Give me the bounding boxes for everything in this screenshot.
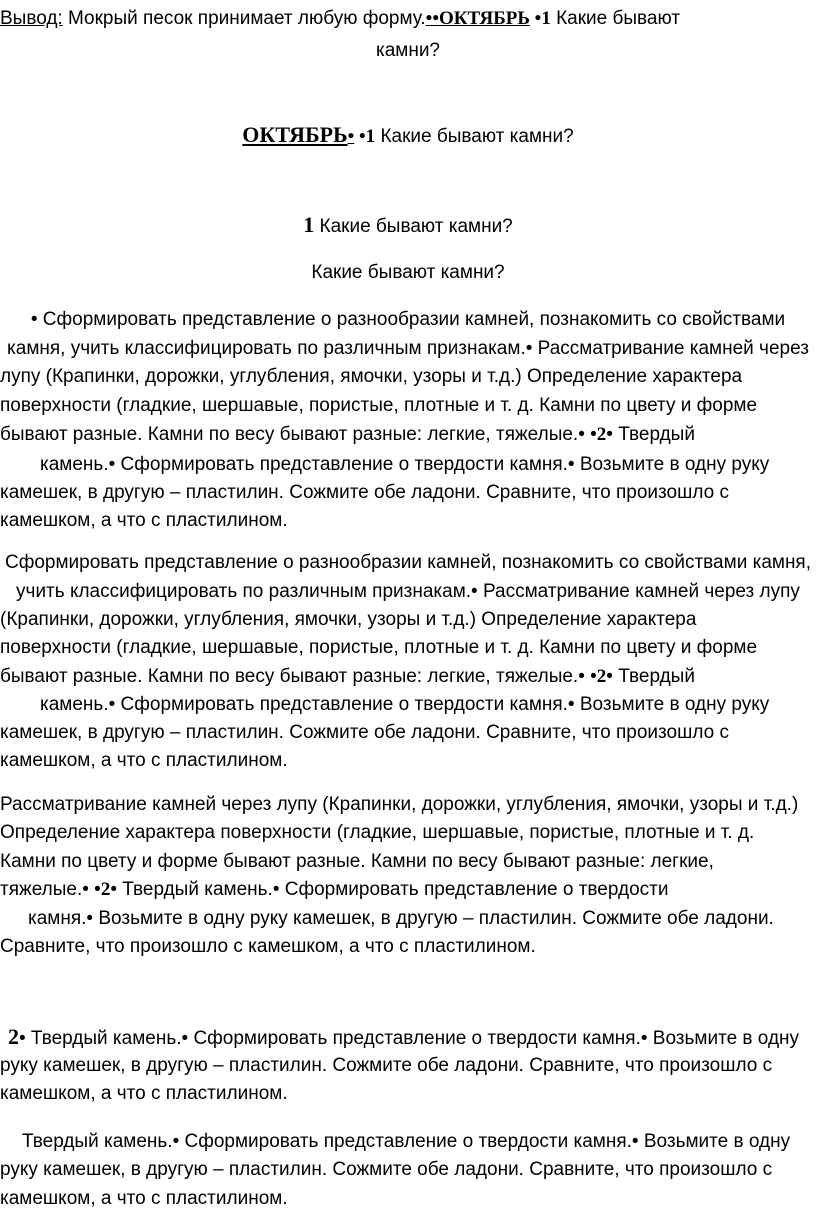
october-label: •ОКТЯБРЬ <box>432 8 530 29</box>
paragraph-3-line: камня.• Возьмите в одну руку камешек, в другую – пластилин. Сожмите обе ладони. <box>28 908 774 929</box>
paragraph-4-line: камешком, а что с пластилином. <box>0 1083 288 1104</box>
heading-number-label: 1 <box>303 212 315 237</box>
heading-number-title: Какие бывают камни? <box>314 216 513 237</box>
paragraph-1-line: камешек, в другую – пластилин. Сожмите обе ладони. Сравните, что произошло с <box>0 482 729 503</box>
paragraph-2-line: поверхности (гладкие, шершавые, пористые, плотные и т. д. Камни по цвету и форме <box>0 637 758 658</box>
paragraph-2-text: • Твердый <box>606 666 695 687</box>
paragraph-3-line: Сравните, что произошло с камешком, а что с пластилином. <box>0 936 536 957</box>
paragraph-3-text: • Твердый камень.• Сформировать представление о твердости <box>110 879 669 900</box>
paragraph-4-line: руку камешек, в другую – пластилин. Сожмите обе ладони. Сравните, что произошло с <box>0 1055 773 1076</box>
heading-plain: Какие бывают камни? <box>311 262 505 283</box>
paragraph-2-line: Сформировать представление о разнообразии камней, познакомить со свойствами камня, <box>4 552 812 573</box>
paragraph-5-line: камешком, а что с пластилином. <box>0 1188 288 1209</box>
paragraph-4-number: 2 <box>8 1024 19 1049</box>
paragraph-4-text: • Твердый камень.• Сформировать представление о твердости камня.• Возьмите в одну <box>19 1028 800 1049</box>
paragraph-2-line: камешек, в другую – пластилин. Сожмите обе ладони. Сравните, что произошло с <box>0 722 729 743</box>
conclusion-line <box>0 4 680 33</box>
paragraph-4-line <box>8 1022 799 1053</box>
paragraph-2-line: камень.• Сформировать представление о твердости камня.• Возьмите в одну руку <box>40 694 770 715</box>
paragraph-2-line: учить классифицировать по различным признакам.• Рассматривание камней через лупу <box>16 581 800 602</box>
paragraph-2-number: 2 <box>596 666 607 687</box>
conclusion-label: Вывод: <box>0 8 63 29</box>
paragraph-3-number: 2 <box>100 879 111 900</box>
heading-number-one: •1 <box>354 126 376 147</box>
paragraph-1-line: камень.• Сформировать представление о твердости камня.• Возьмите в одну руку <box>40 454 770 475</box>
title-wrap: камни? <box>375 40 441 61</box>
paragraph-1-line <box>0 420 695 449</box>
paragraph-2-line: камешком, а что с пластилином. <box>0 750 288 771</box>
heading-bullet: • <box>347 126 355 147</box>
number-one: •1 <box>529 8 551 29</box>
paragraph-1-line: поверхности (гладкие, шершавые, пористые, плотные и т. д. Камни по цвету и форме <box>0 395 758 416</box>
paragraph-2-line: (Крапинки, дорожки, углубления, ямочки, узоры и т.д.) Определение характера <box>0 609 697 630</box>
october-heading: ОКТЯБРЬ <box>242 122 348 147</box>
bullet-mark: • <box>425 8 433 29</box>
paragraph-1-text: бывают разные. Камни по весу бывают разные: легкие, тяжелые.• • <box>0 424 597 445</box>
paragraph-3-text: тяжелые.• • <box>0 879 101 900</box>
paragraph-5-line: Твердый камень.• Сформировать представление о твердости камня.• Возьмите в одну <box>22 1131 791 1152</box>
paragraph-1-text: • Твердый <box>606 424 695 445</box>
paragraph-1-line: • Сформировать представление о разнообразии камней, познакомить со свойствами <box>30 309 786 330</box>
conclusion-text: Мокрый песок принимает любую форму. <box>62 8 426 29</box>
paragraph-2-text: бывают разные. Камни по весу бывают разные: легкие, тяжелые.• • <box>0 666 597 687</box>
heading-number <box>0 210 816 241</box>
heading-october <box>0 120 816 151</box>
paragraph-3-line: Рассматривание камней через лупу (Крапинки, дорожки, углубления, ямочки, узоры и т.д.) <box>0 794 799 815</box>
paragraph-1-number: 2 <box>596 424 607 445</box>
paragraph-1-line: камня, учить классифицировать по различным признакам.• Рассматривание камней через <box>7 338 809 359</box>
paragraph-3-line: Камни по цвету и форме бывают разные. Камни по весу бывают разные: легкие, <box>0 851 714 872</box>
heading-title: Какие бывают камни? <box>375 126 574 147</box>
paragraph-2-line <box>0 662 695 691</box>
paragraph-1-line: лупу (Крапинки, дорожки, углубления, ямочки, узоры и т.д.) Определение характера <box>0 366 743 387</box>
paragraph-1-line: камешком, а что с пластилином. <box>0 510 288 531</box>
paragraph-5-line: руку камешек, в другую – пластилин. Сожмите обе ладони. Сравните, что произошло с <box>0 1159 773 1180</box>
paragraph-3-line <box>0 875 668 904</box>
paragraph-3-line: Определение характера поверхности (гладкие, шершавые, пористые, плотные и т. д. <box>0 822 755 843</box>
title-start: Какие бывают <box>550 8 681 29</box>
